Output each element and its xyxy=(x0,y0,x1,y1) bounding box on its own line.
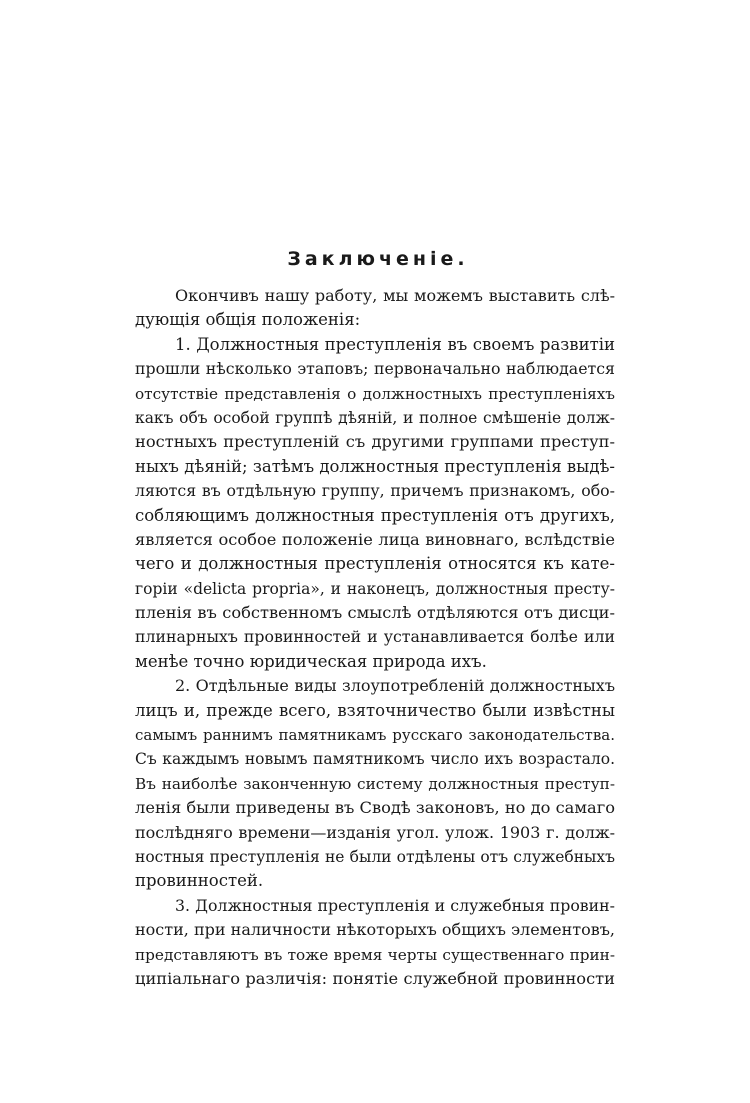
text-line: ностныя преступленія не были отдѣлены отъ служебныхъ xyxy=(135,847,615,866)
text-line: собляющимъ должностныя преступленія отъ другихъ, xyxy=(135,505,615,525)
text-line: 3. Должностныя преступленія и служебныя провин- xyxy=(175,895,615,915)
text-line: 2. Отдѣльные виды злоупотребленій должностныхъ xyxy=(175,676,615,696)
text-line: Въ наиболѣе законченную систему должностныя преступ- xyxy=(135,774,615,793)
text-line: горіи «delicta proрria», и наконецъ, должностныя престу- xyxy=(135,579,615,598)
text-line: представляютъ въ тоже время черты существеннаго прин- xyxy=(135,945,615,964)
text-line: ляются въ отдѣльную группу, причемъ признакомъ, обо- xyxy=(135,481,615,501)
text-line: ныхъ дѣяній; затѣмъ должностныя преступленія выдѣ- xyxy=(135,456,615,476)
text-line: ностныхъ преступленій съ другими группами преступ- xyxy=(135,432,615,452)
text-line: дующія общія положенія: xyxy=(135,310,361,330)
text-line: ципіальнаго различія: понятіе служебной провинности xyxy=(135,968,615,988)
text-line: отсутствіе представленія о должностныхъ преступленіяхъ xyxy=(135,384,615,403)
body-text xyxy=(135,284,615,991)
chapter-heading: Заключеніе. xyxy=(287,248,469,270)
paragraph-point-2 xyxy=(135,674,615,894)
text-line: ленія были приведены въ Сводѣ законовъ, но до самаго xyxy=(135,798,615,818)
text-line: чего и должностныя преступленія относятся къ кате- xyxy=(135,554,615,574)
text-line: провинностей. xyxy=(135,871,264,891)
text-line: 1. Должностныя преступленія въ своемъ развитіи xyxy=(175,334,615,354)
paragraph-intro xyxy=(135,284,615,333)
text-line: послѣдняго времени—изданія угол. улож. 1903 г. долж- xyxy=(135,822,615,842)
text-line: лицъ и, прежде всего, взяточничество были извѣстны xyxy=(135,700,615,720)
text-line: самымъ раннимъ памятникамъ русскаго законодательства. xyxy=(135,726,615,745)
text-line: является особое положеніе лица виновнаго, вслѣдствіе xyxy=(135,529,615,549)
paragraph-point-3 xyxy=(135,894,615,992)
text-line: ности, при наличности нѣкоторыхъ общихъ элементовъ, xyxy=(135,920,615,940)
paragraph-point-1 xyxy=(135,333,615,674)
text-line: какъ объ особой группѣ дѣяній, и полное смѣшеніе долж- xyxy=(135,408,615,427)
text-line: прошли нѣсколько этаповъ; первоначально наблюдается xyxy=(135,359,615,379)
text-line: Съ каждымъ новымъ памятникомъ число ихъ возрастало. xyxy=(135,750,615,769)
text-line: Окончивъ нашу работу, мы можемъ выставить слѣ- xyxy=(175,286,615,305)
text-line: менѣе точно юридическая природа ихъ. xyxy=(135,651,487,671)
text-line: плинарныхъ провинностей и устанавливается болѣе или xyxy=(135,627,615,647)
text-line: пленія въ собственномъ смыслѣ отдѣляются отъ дисци- xyxy=(135,603,615,623)
